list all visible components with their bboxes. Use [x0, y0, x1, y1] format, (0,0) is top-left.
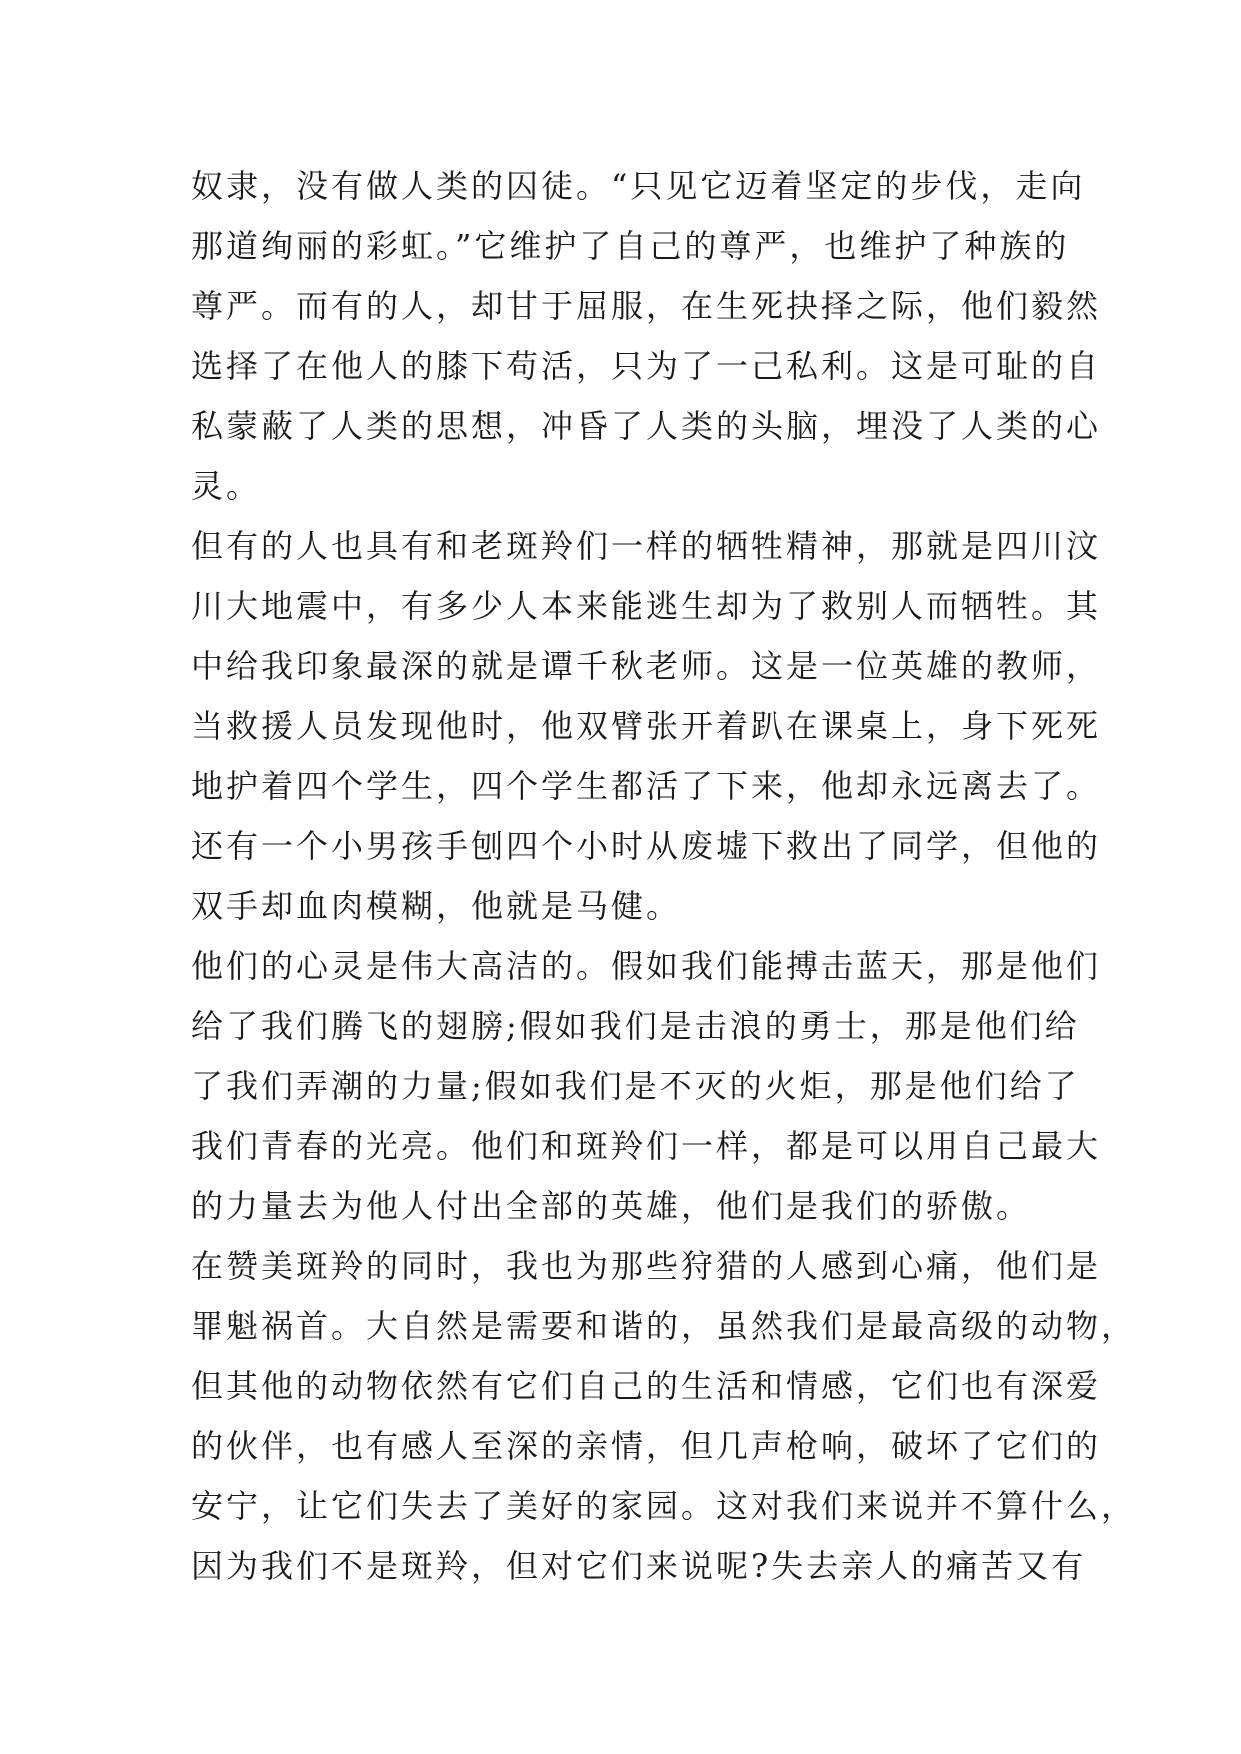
text-line: 灵。 [191, 467, 262, 505]
text-line: 给了我们腾飞的翅膀;假如我们是击浪的勇士，那是他们给 [191, 1007, 1080, 1045]
text-line: 奴隶，没有做人类的囚徒。“只见它迈着坚定的步伐，走向 [191, 167, 1086, 205]
text-line: 安宁，让它们失去了美好的家园。这对我们来说并不算什么， [191, 1487, 1137, 1525]
text-line: 但其他的动物依然有它们自己的生活和情感，它们也有深爱 [191, 1367, 1102, 1405]
text-line: 地护着四个学生，四个学生都活了下来，他却永远离去了。 [191, 767, 1102, 805]
text-line: 在赞美斑羚的同时，我也为那些狩猎的人感到心痛，他们是 [191, 1247, 1102, 1285]
text-line: 还有一个小男孩手刨四个小时从废墟下救出了同学，但他的 [191, 827, 1102, 865]
body-text [191, 156, 1137, 1596]
text-line: 的伙伴，也有感人至深的亲情，但几声枪响，破坏了它们的 [191, 1427, 1102, 1465]
text-line: 选择了在他人的膝下苟活，只为了一己私利。这是可耻的自 [191, 347, 1102, 385]
text-line: 尊严。而有的人，却甘于屈服，在生死抉择之际，他们毅然 [191, 287, 1102, 325]
text-line: 那道绚丽的彩虹。”它维护了自己的尊严，也维护了种族的 [191, 227, 1070, 265]
text-line: 罪魁祸首。大自然是需要和谐的，虽然我们是最高级的动物， [191, 1307, 1137, 1345]
text-line: 因为我们不是斑羚，但对它们来说呢?失去亲人的痛苦又有 [191, 1547, 1087, 1585]
text-line: 的力量去为他人付出全部的英雄，他们是我们的骄傲。 [191, 1187, 1032, 1225]
text-line: 但有的人也具有和老斑羚们一样的牺牲精神，那就是四川汶 [191, 527, 1102, 565]
text-line: 双手却血肉模糊，他就是马健。 [191, 887, 682, 925]
text-line: 了我们弄潮的力量;假如我们是不灭的火炬，那是他们给了 [191, 1067, 1080, 1105]
text-line: 他们的心灵是伟大高洁的。假如我们能搏击蓝天，那是他们 [191, 947, 1102, 985]
text-line: 私蒙蔽了人类的思想，冲昏了人类的头脑，埋没了人类的心 [191, 407, 1102, 445]
text-line: 川大地震中，有多少人本来能逃生却为了救别人而牺牲。其 [191, 587, 1102, 625]
text-line: 中给我印象最深的就是谭千秋老师。这是一位英雄的教师， [191, 647, 1102, 685]
text-line: 当救援人员发现他时，他双臂张开着趴在课桌上，身下死死 [191, 707, 1102, 745]
text-line: 我们青春的光亮。他们和斑羚们一样，都是可以用自己最大 [191, 1127, 1102, 1165]
